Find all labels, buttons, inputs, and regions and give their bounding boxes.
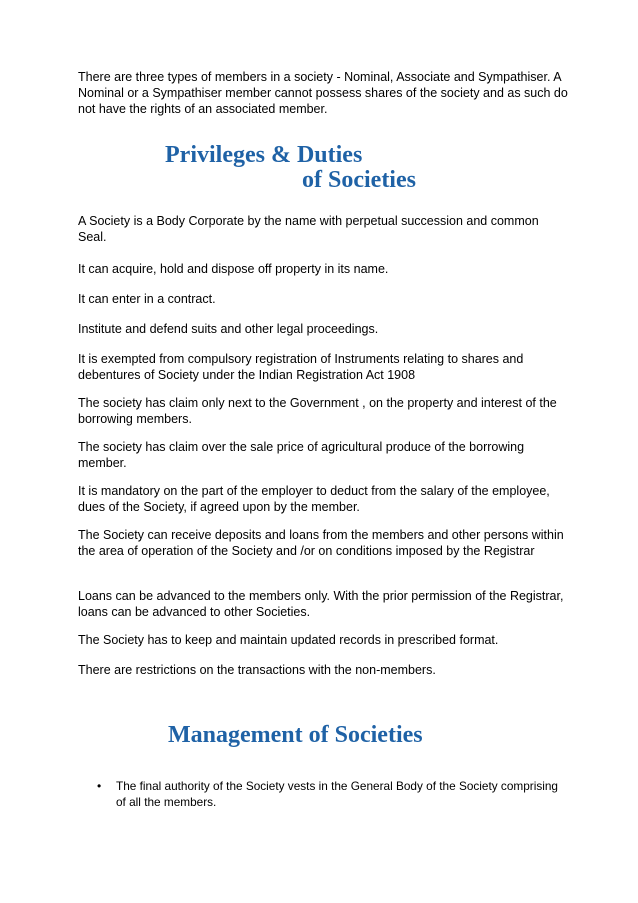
privilege-paragraph: A Society is a Body Corporate by the name with perpetual succession and common Seal. — [78, 214, 539, 244]
bullet-icon: • — [97, 779, 102, 793]
heading-management: Management of Societies — [168, 722, 423, 748]
intro-paragraph: There are three types of members in a society - Nominal, Associate and Sympathiser. A Nominal or a Sympathiser member cannot possess shares of the society and as such do not have the rights of an associated member. — [78, 70, 568, 116]
privilege-paragraph: There are restrictions on the transactions with the non-members. — [78, 663, 436, 677]
privilege-paragraph: The Society can receive deposits and loans from the members and other persons within the area of operation of the Society and /or on conditions imposed by the Registrar — [78, 528, 564, 558]
privilege-paragraph: The society has claim only next to the Government , on the property and interest of the borrowing members. — [78, 396, 557, 426]
list-item-text: The final authority of the Society vests in the General Body of the Society comprising of all the members. — [116, 779, 558, 809]
privilege-paragraph: It can acquire, hold and dispose off property in its name. — [78, 262, 389, 276]
list-item — [78, 778, 568, 810]
privilege-paragraph: Institute and defend suits and other legal proceedings. — [78, 322, 379, 336]
privilege-paragraph: Loans can be advanced to the members only. With the prior permission of the Registrar, loans can be advanced to other Societies. — [78, 589, 564, 619]
privilege-paragraph: The society has claim over the sale price of agricultural produce of the borrowing member. — [78, 440, 525, 470]
privilege-paragraph: It can enter in a contract. — [78, 292, 216, 306]
management-list — [78, 778, 568, 810]
privilege-paragraph: It is exempted from compulsory registration of Instruments relating to shares and debentures of Society under the Indian Registration Act 1908 — [78, 352, 524, 382]
heading-privileges-line1: Privileges & Duties — [165, 142, 363, 168]
heading-privileges-line2: of Societies — [302, 167, 416, 193]
privilege-paragraph: It is mandatory on the part of the employer to deduct from the salary of the employee, dues of the Society, if agreed upon by the member. — [78, 484, 550, 514]
privilege-paragraph: The Society has to keep and maintain updated records in prescribed format. — [78, 633, 499, 647]
